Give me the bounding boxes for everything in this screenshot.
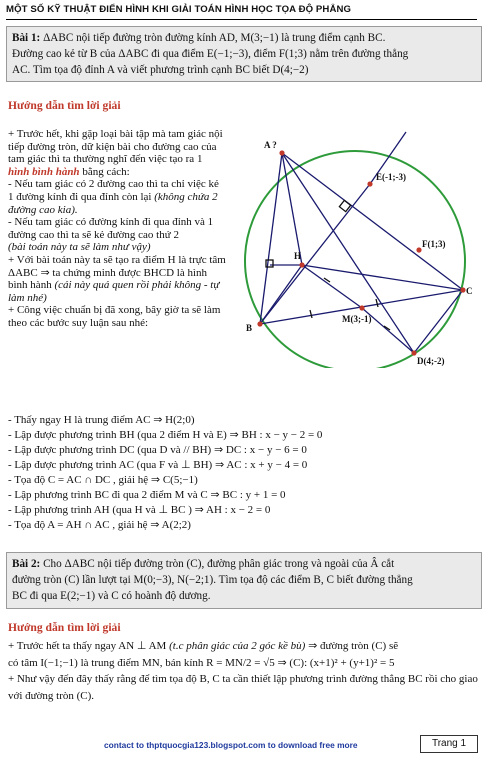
label-f: F(1;3) — [422, 239, 446, 249]
label-a: A ? — [264, 140, 277, 150]
label-e: E(-1;-3) — [376, 172, 406, 182]
problem-2-line-3: BC đi qua E(2;−1) và C có hoành độ dương. — [12, 590, 211, 602]
intro-paragraph-2 — [8, 178, 226, 216]
solution-2-line-3: + Như vậy đến đây thấy rằng để tìm tọa độ B, C ta cần thiết lập phương trình đường thẳng BC rồi cho giao với đường tròn (C). — [8, 673, 478, 702]
label-h: H — [294, 251, 302, 261]
problem-2-line-2: đường tròn (C) lần lượt tại M(0;−3), N(−2;1). Tìm tọa độ các điểm B, C biết đường thẳng — [12, 574, 413, 586]
step-8: - Tọa độ A = AH ∩ AC , giải hệ ⇒ A(2;2) — [8, 519, 191, 531]
step-3: - Lập được phương trình DC (qua D và // BH) ⇒ DC : x − y − 6 = 0 — [8, 444, 307, 456]
problem-1-box — [6, 26, 482, 82]
intro-p4-note: (cái này quá quen rồi phải không - tự làm nhé) — [8, 279, 220, 304]
step-7: - Lập phương trình AH (qua H và ⊥ BC ) ⇒ AH : x − 2 = 0 — [8, 504, 271, 516]
point-f — [416, 247, 421, 252]
solution-2-text — [8, 638, 478, 704]
altitude-be — [260, 184, 370, 324]
label-d: D(4;-2) — [417, 356, 445, 366]
segment-hc — [302, 265, 463, 290]
problem-1-line-1: ΔABC nội tiếp đường tròn đường kính AD, M(3;−1) là trung điểm cạnh BC. — [43, 32, 386, 44]
label-m: M(3;-1) — [342, 314, 372, 324]
intro-paragraph-3-note: (bài toán này ta sẽ làm như vậy) — [8, 241, 151, 254]
point-a — [279, 150, 284, 155]
problem-1-line-2: Đường cao kẻ từ B của ΔABC đi qua điểm E(−1;−3), điểm F(1;3) nằm trên đường thẳng — [12, 48, 409, 60]
problem-1-label: Bài 1: — [12, 32, 41, 44]
point-e — [367, 181, 372, 186]
solution-2-l1-note: (t.c phân giác của 2 góc kề bù) — [169, 640, 306, 652]
intro-p1-tail: bằng cách: — [79, 165, 130, 178]
step-5: - Tọa độ C = AC ∩ DC , giải hệ ⇒ C(5;−1) — [8, 474, 198, 486]
intro-text — [8, 128, 226, 330]
solution-steps — [8, 413, 478, 533]
step-1: - Thấy ngay H là trung điểm AC ⇒ H(2;0) — [8, 414, 195, 426]
solution-2-line-1 — [8, 638, 478, 655]
problem-2-box — [6, 552, 482, 609]
step-4: - Lập được phương trình AC (qua F và ⊥ BH) ⇒ AC : x + y − 4 = 0 — [8, 459, 308, 471]
guide-heading-1: Hướng dẫn tìm lời giải — [8, 99, 121, 112]
solution-2-line-2: có tâm I(−1;−1) là trung điểm MN, bán kính R = MN/2 = √5 ⇒ (C): (x+1)² + (y+1)² = 5 — [8, 656, 395, 669]
intro-paragraph-1 — [8, 128, 226, 178]
intro-p4-text: + Với bài toán này ta sẽ tạo ra điểm H là trực tâm ΔABC ⇒ ta chứng minh được BHCD là hình bình hành — [8, 253, 226, 292]
footer-download-link[interactable]: contact to thptquocgia123.blogspot.com to download free more — [104, 740, 358, 750]
point-b — [257, 321, 262, 326]
tick-bm — [310, 310, 312, 318]
point-h — [299, 262, 304, 267]
page-header: MỘT SỐ KỸ THUẬT ĐIỂN HÌNH KHI GIẢI TOÁN HÌNH HỌC TỌA ĐỘ PHẲNG — [6, 4, 352, 15]
intro-p2-text: - Nếu tam giác có 2 đường cao thì ta chỉ việc kẻ 1 đường kính đi qua đỉnh còn lại — [8, 178, 219, 203]
intro-p1-highlight: hình bình hành — [8, 165, 80, 178]
intro-p2-note: (không chứa 2 đường cao kia). — [8, 190, 218, 216]
point-c — [460, 287, 465, 292]
page-number: Trang 1 — [420, 735, 478, 753]
label-c: C — [466, 286, 473, 296]
intro-paragraph-4 — [8, 254, 226, 304]
guide-heading-2: Hướng dẫn tìm lời giải — [8, 621, 121, 634]
solution-2-l1-text: + Trước hết ta thấy ngay AN ⊥ AM — [8, 640, 170, 652]
problem-2-label: Bài 2: — [12, 558, 41, 570]
intro-paragraph-5: + Công việc chuẩn bị đã xong, bây giờ ta sẽ làm theo các bước suy luận sau nhé: — [8, 304, 221, 329]
segment-cd — [414, 290, 463, 353]
geometry-figure — [238, 128, 478, 368]
label-b: B — [246, 323, 253, 333]
header-rule — [6, 19, 477, 20]
tick-mc — [376, 299, 378, 307]
segment-hm — [302, 265, 362, 308]
step-6: - Lập phương trình BC đi qua 2 điểm M và C ⇒ BC : y + 1 = 0 — [8, 489, 286, 501]
problem-2-line-1: Cho ΔABC nội tiếp đường tròn (C), đường phân giác trong và ngoài của Â cắt — [43, 558, 395, 570]
solution-2-l1-tail: ⇒ đường tròn (C) sẽ — [305, 640, 399, 652]
point-d — [411, 350, 416, 355]
problem-1-line-3: AC. Tìm tọa độ đỉnh A và viết phương trình cạnh BC biết D(4;−2) — [12, 64, 309, 76]
point-m — [359, 305, 364, 310]
intro-p1-text: + Trước hết, khi gặp loại bài tập mà tam giác nội tiếp đường tròn, dữ kiện bài cho đường cao của tam giác thì ta thường nghĩ đến việc tạo ra 1 — [8, 128, 223, 166]
intro-paragraph-3: - Nếu tam giác có đường kính đi qua đỉnh và 1 đường cao thì ta sẽ kẻ đường cao thứ 2 — [8, 216, 214, 241]
step-2: - Lập được phương trình BH (qua 2 điểm H và E) ⇒ BH : x − y − 2 = 0 — [8, 429, 323, 441]
